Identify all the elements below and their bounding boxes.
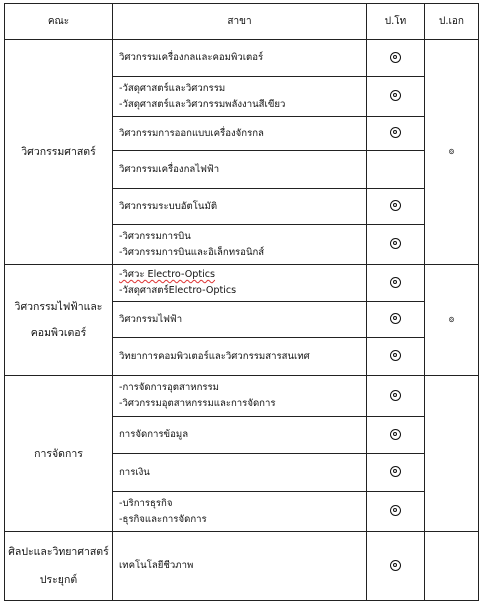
- phd-cell: [425, 265, 479, 376]
- faculty-cell: [5, 40, 113, 265]
- masters-cell: [367, 376, 425, 417]
- masters-cell: [367, 532, 425, 601]
- program-name-line: -วัสดุศาสตร์และวิศวกรรมพลังงานสีเขียว: [119, 98, 286, 110]
- double-circle-mark-icon: [390, 313, 401, 324]
- masters-cell: [367, 417, 425, 454]
- table-row: [5, 376, 479, 417]
- program-name-line: วิศวกรรมการออกแบบเครื่องจักรกล: [119, 127, 264, 139]
- masters-cell: [367, 454, 425, 492]
- table-row: [5, 532, 479, 601]
- program-table-sheet: [4, 3, 478, 603]
- faculty-cell: [5, 265, 113, 376]
- program-name-line: วิศวกรรมเครื่องกลและคอมพิวเตอร์: [119, 52, 264, 63]
- program-name-line: -บริการธุรกิจ: [119, 497, 173, 509]
- masters-cell: [367, 265, 425, 302]
- header-row: [5, 4, 479, 40]
- double-circle-mark-icon: [390, 238, 401, 249]
- phd-mark: ๏: [448, 314, 455, 325]
- program-name-line: การเงิน: [119, 466, 150, 478]
- program-cell: [113, 151, 367, 189]
- program-name-line: วิศวกรรมระบบอัตโนมัติ: [119, 200, 218, 212]
- double-circle-mark-icon: [390, 350, 401, 361]
- program-cell: [113, 454, 367, 492]
- faculty-name-line: วิศวกรรมศาสตร์: [21, 146, 96, 158]
- program-cell: [113, 532, 367, 601]
- faculty-name-line: วิศวกรรมไฟฟ้าและ: [14, 301, 103, 313]
- program-name-line: -วิศวกรรมอุตสาหกรรมและการจัดการ: [119, 398, 276, 409]
- program-cell: [113, 492, 367, 532]
- header-phd: ป.เอก: [425, 4, 479, 40]
- double-circle-mark-icon: [390, 127, 401, 138]
- phd-cell: [425, 532, 479, 601]
- double-circle-mark-icon: [390, 52, 401, 63]
- program-cell: [113, 40, 367, 77]
- masters-cell: [367, 77, 425, 117]
- faculty-cell: [5, 376, 113, 532]
- program-name-line: -ธุรกิจและการจัดการ: [119, 513, 207, 525]
- double-circle-mark-icon: [390, 429, 401, 440]
- phd-mark: ๏: [448, 146, 455, 157]
- header-masters: ป.โท: [367, 4, 425, 40]
- program-cell: [113, 189, 367, 225]
- phd-cell: [425, 376, 479, 532]
- phd-cell: [425, 40, 479, 265]
- table-row: [5, 265, 479, 302]
- double-circle-mark-icon: [390, 505, 401, 516]
- program-name-line: วิศวกรรมเครื่องกลไฟฟ้า: [119, 163, 220, 175]
- masters-cell: [367, 151, 425, 189]
- double-circle-mark-icon: [390, 200, 401, 211]
- program-cell: [113, 225, 367, 265]
- program-name-line: -การจัดการอุตสาหกรรม: [119, 382, 220, 393]
- faculty-name-line: คอมพิวเตอร์: [30, 327, 87, 339]
- masters-cell: [367, 225, 425, 265]
- masters-cell: [367, 40, 425, 77]
- masters-cell: [367, 117, 425, 151]
- faculty-name-line: การจัดการ: [34, 447, 83, 460]
- program-name-line: การจัดการข้อมูล: [119, 429, 189, 440]
- table-row: [5, 40, 479, 77]
- faculty-name-line: ศิลปะและวิทยาศาสตร์: [8, 546, 109, 558]
- program-cell: [113, 77, 367, 117]
- program-name-line: -วัสดุศาสตร์และวิศวกรรม: [119, 82, 226, 94]
- header-faculty: คณะ: [5, 4, 113, 40]
- program-name-line: -วิศวกรรมการบินและอิเล็กทรอนิกส์: [119, 246, 265, 258]
- double-circle-mark-icon: [390, 466, 401, 477]
- program-cell: [113, 265, 367, 302]
- double-circle-mark-icon: [390, 277, 401, 288]
- masters-cell: [367, 302, 425, 338]
- program-name-line: -วิศวะ Electro-Optics: [119, 269, 216, 280]
- header-program: สาขา: [113, 4, 367, 40]
- double-circle-mark-icon: [390, 390, 401, 401]
- double-circle-mark-icon: [390, 560, 401, 571]
- program-name-line: วิทยาการคอมพิวเตอร์และวิศวกรรมสารสนเทศ: [119, 350, 310, 362]
- program-name-line: เทคโนโลยีชีวภาพ: [119, 560, 194, 571]
- table-body: [5, 40, 479, 601]
- faculty-name-line: ประยุกต์: [39, 574, 78, 586]
- masters-cell: [367, 338, 425, 376]
- faculty-cell: [5, 532, 113, 601]
- line-gap: [5, 560, 112, 572]
- program-cell: [113, 117, 367, 151]
- program-name-line: -วิศวกรรมการบิน: [119, 230, 191, 242]
- program-table: [4, 3, 479, 601]
- line-gap: [5, 315, 112, 325]
- double-circle-mark-icon: [390, 90, 401, 101]
- program-name-line: วิศวกรรมไฟฟ้า: [119, 313, 183, 325]
- program-cell: [113, 302, 367, 338]
- masters-cell: [367, 492, 425, 532]
- program-cell: [113, 376, 367, 417]
- masters-cell: [367, 189, 425, 225]
- program-name-line: -วัสดุศาสตร์Electro-Optics: [119, 285, 237, 296]
- program-cell: [113, 338, 367, 376]
- program-cell: [113, 417, 367, 454]
